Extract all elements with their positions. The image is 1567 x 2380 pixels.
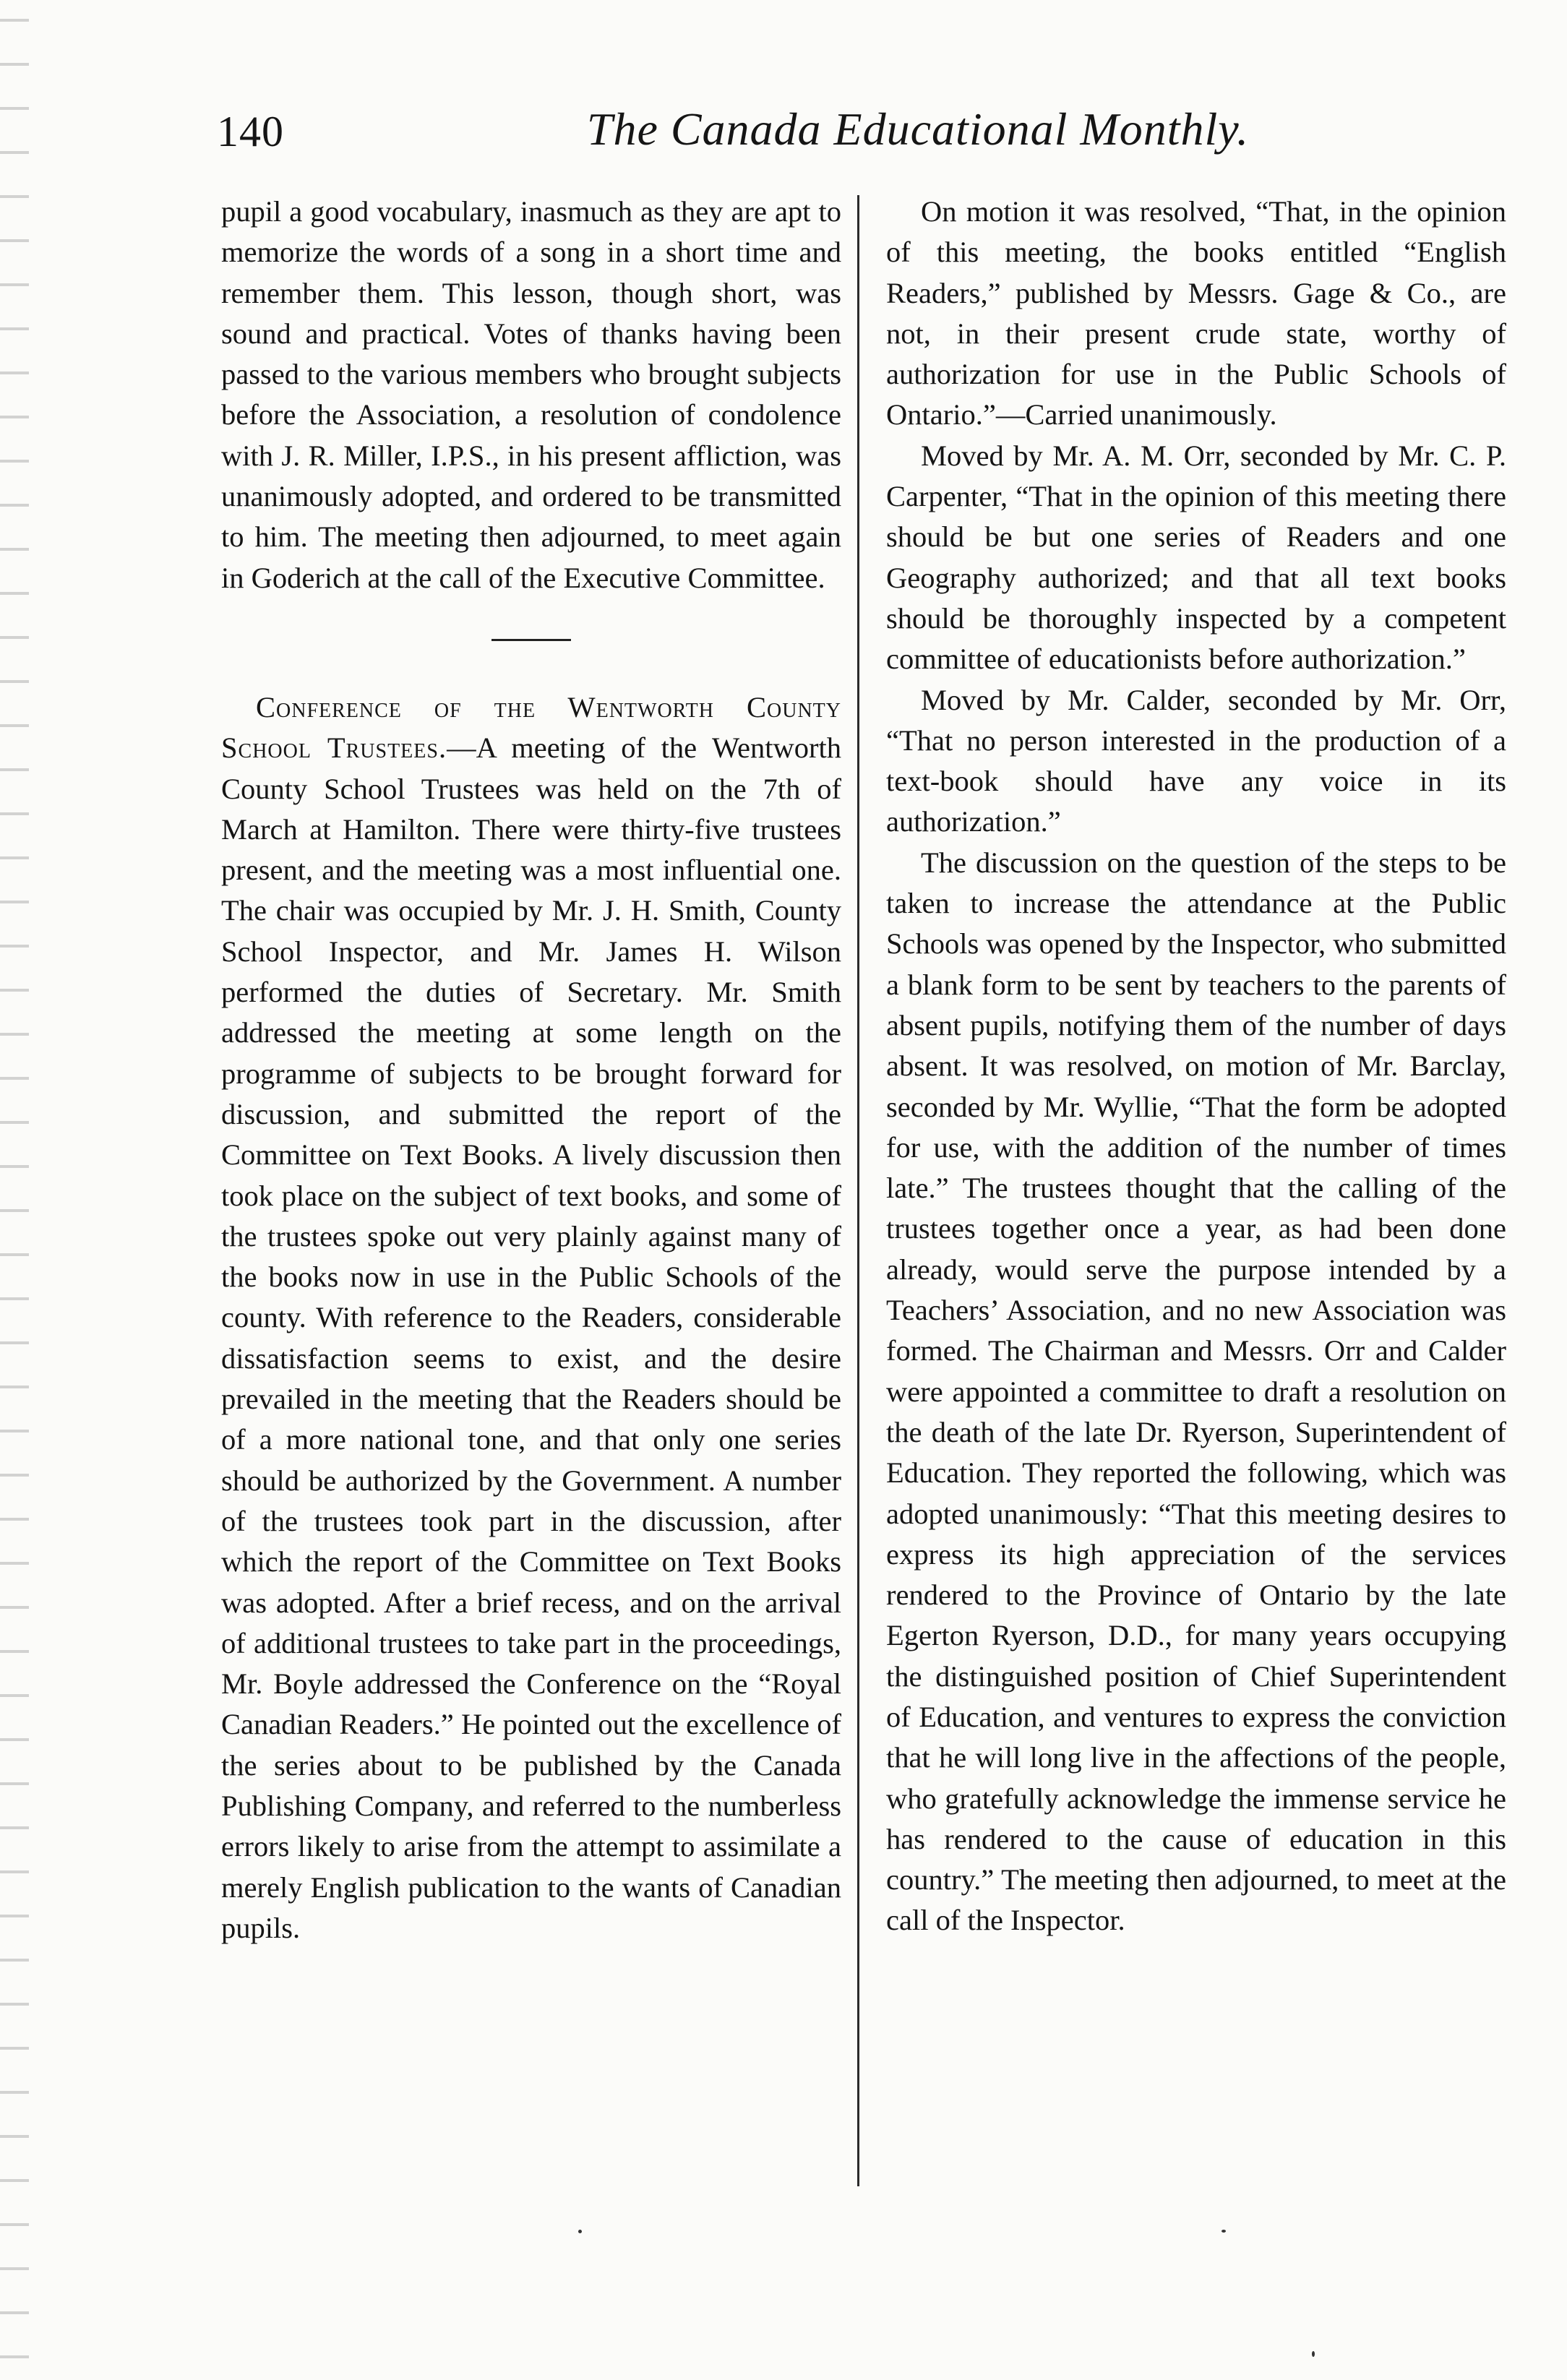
right-paragraph-1: On motion it was resolved, “That, in the opinion of this meeting, the books entitled “English Readers,” published by Messrs. Gage & Co., are not, in their present crude state, worthy of authorization for use in the Public Schools of Ontario.”—Carried unanimously. <box>886 195 1506 431</box>
column-divider <box>857 195 859 2186</box>
left-paragraph-1: pupil a good vocabulary, inasmuch as they are apt to memorize the words of a song in a short time and remember them. This lesson, though short, was sound and practical. Votes of thanks having been passed to the various members who brought subjects before the Association, a resolution of condolence with J. R. Miller, I.P.S., in his present affliction, was unanimously adopted, and ordered to be transmitted to him. The meeting then adjourned, to meet again in Goderich at the call of the Executive Committee. <box>221 195 841 594</box>
left-paragraph-2 <box>221 687 841 1949</box>
section-divider <box>491 639 571 641</box>
right-paragraph-3: Moved by Mr. Calder, seconded by Mr. Orr, “That no person interested in the production of a text-book should have any voice in its authorization.” <box>886 683 1506 838</box>
right-paragraph-2: Moved by Mr. A. M. Orr, seconded by Mr. C. P. Carpenter, “That in the opinion of this meeting there should be but one series of Readers and one Geography authorized; and that all text books should be thoroughly inspected by a competent committee of educationists before authorization.” <box>886 439 1506 676</box>
scan-speck <box>1312 2351 1315 2357</box>
left-paragraph-2-body: —A meeting of the Wentworth County School Trustees was held on the 7th of March at Hamilton. There were thirty-five trustees present, and the meeting was a most influential one. The chair was occupied by Mr. J. H. Smith, County School Inspector, and Mr. James H. Wilson performed the duties of Secretary. Mr. Smith addressed the meeting at some length on the programme of subjects to be brought forward for discussion, and submitted the report of the Committee on Text Books. A lively discussion then took place on the subject of text books, and some of the trustees spoke out very plainly against many of the books now in use in the Public Schools of the county. With reference to the Readers, considerable dissatisfaction seems to exist, and the desire prevailed in the meeting that the Readers should be of a more national tone, and that only one series should be authorized by the Government. A number of the trustees took part in the discussion, after which the report of the Committee on Text Books was adopted. After a brief recess, and on the arrival of additional trustees to take part in the proceedings, Mr. Boyle addressed the Conference on the “Royal Canadian Readers.” He pointed out the excellence of the series about to be published by the Canada Publishing Company, and referred to the numberless errors likely to arise from the attempt to assimilate a merely English publication to the wants of Canadian pupils. <box>221 731 841 1944</box>
section-heading: Conference of the Wentworth County School Trustees. <box>221 690 841 765</box>
running-title: The Canada Educational Monthly. <box>586 103 1250 155</box>
scan-speck <box>1222 2230 1226 2233</box>
right-paragraph-4: The discussion on the question of the steps to be taken to increase the attendance at the Public Schools was opened by the Inspector, who submitted a blank form to be sent by teachers to the parents of absent pupils, notifying them of the number of days absent. It was resolved, on motion of Mr. Barclay, seconded by Mr. Wyllie, “That the form be adopted for use, with the addition of the number of times late.” The trustees thought that the calling of the trustees together once a year, as had been done already, would serve the purpose intended by a Teachers’ Association, and no new Association was formed. The Chairman and Messrs. Orr and Calder were appointed a committee to draft a resolution on the death of the late Dr. Ryerson, Superintendent of Education. They reported the following, which was adopted unanimously: “That this meeting desires to express its high appreciation of the services rendered to the Province of Ontario by the late Egerton Ryerson, D.D., for many years occupying the distinguished position of Chief Superintendent of Education, and ventures to express the conviction that he will long live in the affections of the people, who gratefully acknowledge the immense service he has rendered to the cause of education in this country.” The meeting then adjourned, to meet at the call of the Inspector. <box>886 846 1506 1937</box>
page-number: 140 <box>217 108 284 155</box>
left-column <box>221 192 841 1949</box>
scan-speck <box>578 2230 582 2233</box>
scan-edge-artifacts <box>0 0 29 2380</box>
right-column <box>886 192 1506 1941</box>
